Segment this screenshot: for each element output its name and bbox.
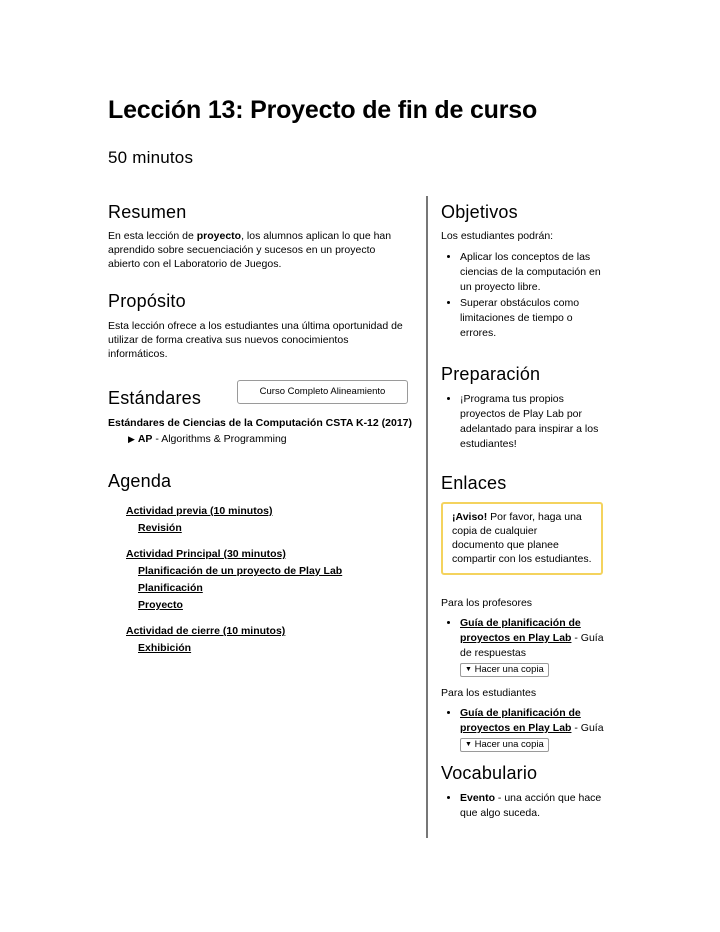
objetivo-item: • Superar obstáculos como limitaciones de tiempo o errores. [460,296,611,341]
enlaces-section [441,473,611,494]
teacher-guide-link[interactable]: Guía de planificación de proyectos en Play Lab [460,617,581,644]
student-guide-link[interactable]: Guía de planificación de proyectos en Play Lab [460,707,581,734]
agenda-link-wrapup[interactable]: Actividad de cierre (10 minutos) [126,625,286,637]
standard-code: AP [137,433,153,445]
agenda-link-project-planning[interactable]: Planificación de un proyecto de Play Lab [138,565,343,577]
agenda-subitem [138,519,408,536]
objetivos-list [441,250,611,341]
agenda-subitem [138,596,408,613]
agenda-group [126,544,408,562]
teacher-guide-suffix: - Guía de respuestas [460,632,604,659]
student-link-item [460,706,611,752]
caret-down-icon: ▼ [465,666,472,673]
full-course-alignment-button[interactable]: Curso Completo Alineamiento [237,380,408,404]
make-copy-label: Hacer una copia [474,739,544,750]
student-links [441,686,611,753]
agenda-link-warmup[interactable]: Actividad previa (10 minutos) [126,505,273,517]
agenda-spacer [108,536,408,544]
agenda-section [108,471,408,656]
agenda-heading: Agenda [108,471,172,491]
preparacion-item: • ¡Programa tus propios proyectos de Play Lab por adelantado para inspirar a los estudiantes! [460,392,611,452]
student-guide-suffix: - Guía [571,722,604,734]
teacher-links-list [441,616,611,677]
objetivos-intro: Los estudiantes podrán: [441,230,554,242]
make-copy-button[interactable] [460,663,549,677]
objetivos-section [441,202,611,342]
agenda-group [126,501,408,519]
resumen-text-end: , los alumnos aplican lo que han aprendido sobre secuenciación y sucesos en un proyecto abierto con el Laboratorio de Juegos. [108,230,392,270]
make-copy-label: Hacer una copia [474,664,544,675]
vocab-term: Evento [460,792,496,804]
agenda-link-review[interactable]: Revisión [138,522,182,534]
teacher-links [441,596,611,678]
teacher-link-item [460,616,611,677]
proposito-heading: Propósito [108,291,186,311]
standard-item[interactable] [128,433,412,445]
objetivo-item: • Aplicar los conceptos de las ciencias de la computación en un proyecto libre. [460,250,611,295]
agenda-subitem [138,562,408,579]
agenda-subitem [138,639,408,656]
resumen-text-bold: proyecto [196,230,242,242]
agenda-list [108,501,408,656]
students-label: Para los estudiantes [441,687,537,699]
vocabulario-item [460,791,611,821]
preparacion-heading: Preparación [441,364,541,384]
warning-text: Por favor, haga una copia de cualquier documento que planee compartir con los estudiantes. [452,511,592,565]
agenda-group [126,621,408,639]
agenda-link-planning[interactable]: Planificación [138,582,203,594]
vocabulario-list [441,791,611,821]
lesson-duration: 50 minutos [108,148,194,167]
agenda-link-project[interactable]: Proyecto [138,599,183,611]
vocabulario-heading: Vocabulario [441,763,538,783]
caret-down-icon: ▼ [465,741,472,748]
preparacion-section [441,364,611,453]
objetivos-heading: Objetivos [441,202,518,222]
resumen-heading: Resumen [108,202,187,222]
enlaces-heading: Enlaces [441,473,507,493]
agenda-subitem [138,579,408,596]
vocabulario-section [441,763,611,822]
estandares-section [108,200,413,460]
copy-warning-box [441,502,603,575]
warning-label: ¡Aviso! [452,511,488,523]
column-divider [426,196,428,838]
agenda-spacer [108,613,408,621]
agenda-link-showcase[interactable]: Exhibición [138,642,192,654]
student-links-list [441,706,611,752]
vocab-definition: - una acción que hace que algo suceda. [460,792,602,819]
standard-text: - Algorithms & Programming [152,433,287,445]
resumen-text-start: En esta lección de [108,230,197,242]
standards-framework-title: Estándares de Ciencias de la Computación CSTA K-12 (2017) [108,417,413,429]
page-title: Lección 13: Proyecto de fin de curso [108,96,538,124]
expand-triangle-icon[interactable]: ▶ [128,434,135,444]
teachers-label: Para los profesores [441,597,533,609]
preparacion-list [441,392,611,452]
make-copy-button[interactable] [460,738,549,752]
proposito-text: Esta lección ofrece a los estudiantes una última oportunidad de utilizar de forma creativa sus nuevos conocimientos informáticos. [108,320,403,360]
estandares-heading: Estándares [108,388,202,408]
agenda-link-main-activity[interactable]: Actividad Principal (30 minutos) [126,548,286,560]
standards-list [108,417,412,445]
